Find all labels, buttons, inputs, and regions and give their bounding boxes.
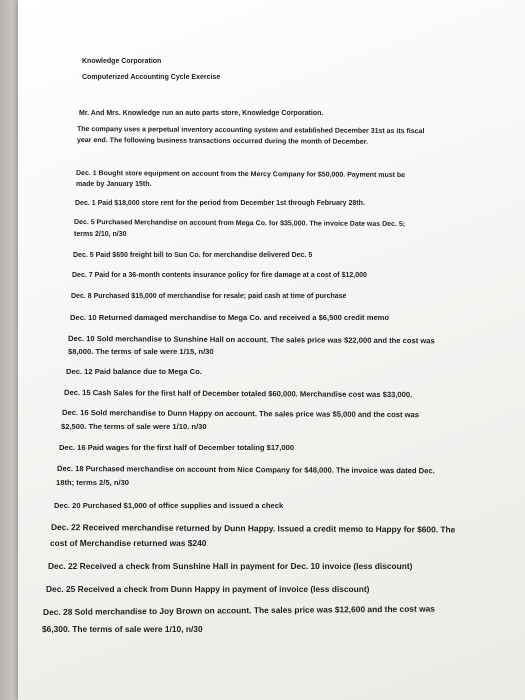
intro-line-1: Mr. And Mrs. Knowledge run an auto parts store, Knowledge Corporation. <box>79 110 324 117</box>
transaction-line: Dec. 18 Purchased merchandise on account from Nice Company for $48,000. The invoice was dated Dec. <box>56 464 435 476</box>
transaction-line: Dec. 5 Paid $650 freight bill to Sun Co. for merchandise delivered Dec. 5 <box>73 252 313 259</box>
transaction-line: cost of Merchandise returned was $240 <box>50 538 207 548</box>
transaction-line: Dec. 10 Sold merchandise to Sunshine Hall on account. The sales price was $22,000 and the cost was <box>67 334 435 346</box>
document-subtitle: Computerized Accounting Cycle Exercise <box>82 74 221 81</box>
transaction-line: made by January 15th. <box>76 181 152 188</box>
transaction-line: Dec. 25 Received a check from Dunn Happy in payment of invoice (less discount) <box>46 584 370 594</box>
transaction-line: 18th; terms 2/5, n/30 <box>56 478 130 487</box>
transaction-line: $6,300. The terms of sale were 1/10, n/30 <box>42 624 203 634</box>
transaction-line: terms 2/10, n/30 <box>74 231 127 238</box>
company-name: Knowledge Corporation <box>82 58 162 65</box>
transaction-line: Dec. 16 Sold merchandise to Dunn Happy on account. The sales price was $5,000 and the cost was <box>61 408 420 420</box>
transaction-line: Dec. 28 Sold merchandise to Joy Brown on account. The sales price was $12,600 and the cost was <box>42 603 435 617</box>
transaction-line: Dec. 15 Cash Sales for the first half of December totaled $60,000. Merchandise cost was $33,000. <box>63 388 413 400</box>
transaction-line: Dec. 12 Paid balance due to Mega Co. <box>66 367 202 376</box>
background-desk <box>0 0 18 700</box>
transaction-line: Dec. 22 Received merchandise returned by Dunn Happy. Issued a credit memo to Happy for $600. The <box>50 522 456 535</box>
transaction-line: Dec. 1 Bought store equipment on account from the Mercy Company for $50,000. Payment must be <box>75 170 406 180</box>
transaction-line: Dec. 16 Paid wages for the first half of December totaling $17,000 <box>59 443 295 452</box>
intro-line-2: The company uses a perpetual inventory accounting system and established December 31st as its fiscal <box>76 126 425 136</box>
transaction-line: Dec. 8 Purchased $15,000 of merchandise for resale; paid cash at time of purchase <box>71 293 347 300</box>
transaction-line: Dec. 10 Returned damaged merchandise to Mega Co. and received a $6,500 credit memo <box>70 313 390 322</box>
transaction-line: Dec. 20 Purchased $1,000 of office supplies and issued a check <box>54 501 284 510</box>
transaction-line: $2,500. The terms of sale were 1/10. n/30 <box>61 422 207 431</box>
intro-line-3: year end. The following business transactions occurred during the month of December. <box>76 137 368 146</box>
transaction-line: Dec. 22 Received a check from Sunshine Hall in payment for Dec. 10 invoice (less discount) <box>48 561 413 571</box>
transaction-line: Dec. 5 Purchased Merchandise on account from Mega Co. for $35,000. The invoice Date was Dec. 5; <box>73 219 406 229</box>
transaction-line: Dec. 7 Paid for a 36-month contents insurance policy for fire damage at a cost of $12,000 <box>72 272 367 279</box>
transaction-line: Dec. 1 Paid $18,000 store rent for the period from December 1st through February 28th. <box>75 200 365 207</box>
transaction-line: $8,000. The terms of sale were 1/15, n/30 <box>68 347 214 356</box>
